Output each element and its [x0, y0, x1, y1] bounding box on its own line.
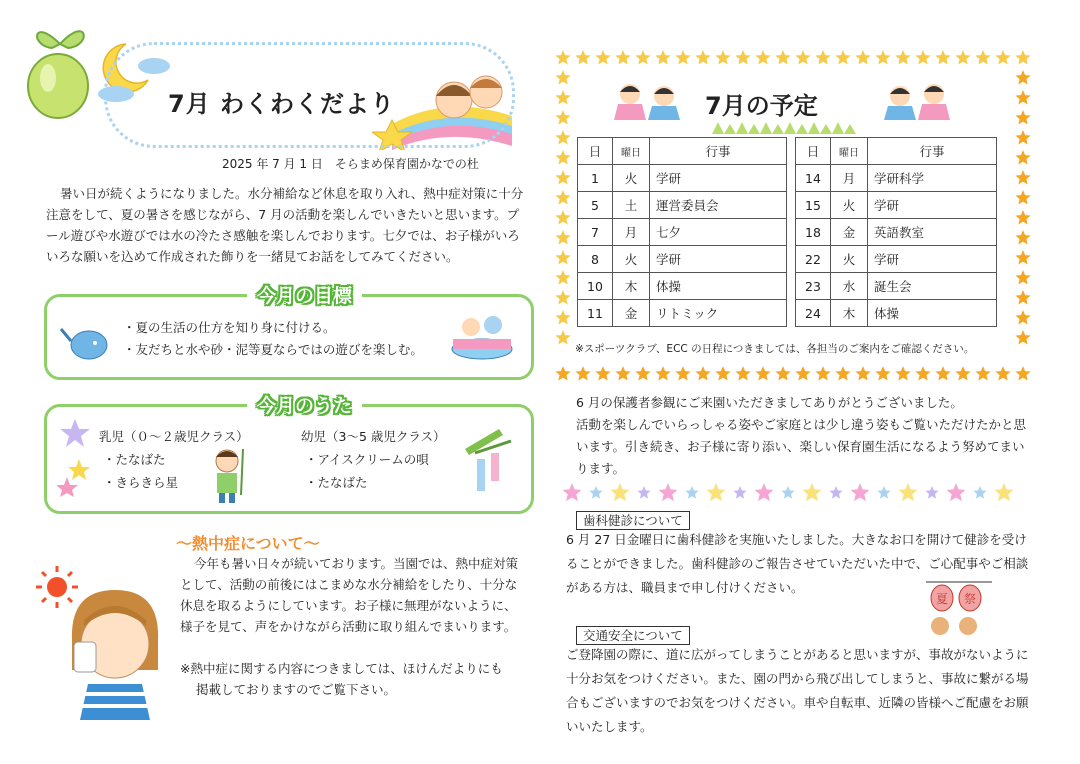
monthly-songs-title: 今月のうた	[247, 391, 362, 418]
star-icon	[935, 366, 950, 381]
star-icon	[975, 366, 990, 381]
star-icon	[555, 130, 570, 145]
heatstroke-note-line: ※熱中症に関する内容につきましては、ほけんだよりにも	[180, 661, 503, 676]
event-cell: リトミック	[650, 300, 787, 327]
table-row	[578, 219, 787, 246]
bean-sprout-illustration	[22, 6, 98, 122]
star-icon	[555, 70, 570, 85]
event-cell: 七夕	[650, 219, 787, 246]
star-icon	[555, 90, 570, 105]
col-header-weekday: 曜日	[831, 138, 868, 165]
weekday-cell: 月	[831, 165, 868, 192]
star-icon	[1015, 366, 1030, 381]
star-icon	[555, 110, 570, 125]
goal-item: ・友だちと水や砂・泥等夏ならではの遊びを楽しむ。	[123, 342, 423, 357]
star-icon	[1015, 210, 1030, 225]
table-row	[578, 192, 787, 219]
star-icon	[947, 483, 966, 501]
star-icon	[935, 50, 950, 65]
star-icon	[915, 366, 930, 381]
star-icon	[1015, 330, 1030, 345]
event-cell: 学研科学	[868, 165, 997, 192]
table-row	[796, 273, 997, 300]
star-icon	[655, 366, 670, 381]
day-cell: 1	[578, 165, 613, 192]
event-cell: 体操	[868, 300, 997, 327]
star-icon	[707, 483, 726, 501]
heatstroke-note	[180, 658, 520, 700]
star-icon	[875, 366, 890, 381]
toddler-class-label: 幼児（3～5 歳児クラス）	[301, 429, 446, 444]
star-icon	[1015, 110, 1030, 125]
event-cell: 学研	[868, 246, 997, 273]
song-item: ・アイスクリームの唄	[305, 452, 429, 467]
star-icon	[1015, 270, 1030, 285]
weekday-cell: 金	[831, 219, 868, 246]
star-icon	[973, 486, 986, 499]
dental-heading-wrap	[576, 510, 690, 529]
hot-girl-illustration	[60, 580, 170, 720]
star-icon	[611, 483, 630, 501]
table-row	[578, 246, 787, 273]
day-cell: 10	[578, 273, 613, 300]
day-cell: 23	[796, 273, 831, 300]
song-item: ・たなばた	[103, 452, 166, 467]
star-icon	[615, 366, 630, 381]
child-tanabata-illustration	[205, 445, 253, 505]
col-header-day: 日	[796, 138, 831, 165]
toddler-songs	[301, 425, 446, 494]
weekday-cell: 金	[613, 300, 650, 327]
star-icon	[715, 50, 730, 65]
weekday-cell: 水	[831, 273, 868, 300]
star-icon	[1015, 250, 1030, 265]
thanks-section	[576, 392, 1031, 480]
star-icon	[555, 230, 570, 245]
event-cell: 英語教室	[868, 219, 997, 246]
heatstroke-note-line: 掲載しておりますのでご覧下さい。	[196, 682, 397, 697]
bamboo-tanzaku-illustration	[459, 423, 519, 499]
star-icon	[1015, 130, 1030, 145]
table-row	[578, 300, 787, 327]
star-icon	[775, 50, 790, 65]
event-cell: 運営委員会	[650, 192, 787, 219]
day-cell: 15	[796, 192, 831, 219]
star-icon	[555, 150, 570, 165]
star-icon	[555, 210, 570, 225]
table-row	[796, 165, 997, 192]
song-item: ・たなばた	[305, 475, 368, 490]
star-icon	[1015, 90, 1030, 105]
event-cell: 学研	[650, 246, 787, 273]
star-icon	[685, 486, 698, 499]
star-icon	[637, 486, 650, 499]
col-header-event: 行事	[650, 138, 787, 165]
grass-decoration	[712, 120, 862, 134]
traffic-heading: 交通安全について	[576, 626, 690, 645]
star-icon	[775, 366, 790, 381]
star-icon	[555, 270, 570, 285]
star-icon	[595, 366, 610, 381]
schedule-table-right	[795, 137, 997, 327]
watering-can-icon	[59, 319, 115, 361]
table-row	[796, 219, 997, 246]
star-icon	[715, 366, 730, 381]
goals-list	[123, 317, 423, 361]
traffic-heading-wrap	[576, 625, 690, 644]
star-icon	[835, 366, 850, 381]
star-icon	[733, 486, 746, 499]
newsletter-title: 7月 わくわくだより	[168, 90, 396, 118]
star-icon	[555, 310, 570, 325]
star-icon	[795, 366, 810, 381]
table-row	[796, 300, 997, 327]
star-icon	[829, 486, 842, 499]
pool-play-illustration	[449, 307, 515, 361]
star-icon	[675, 366, 690, 381]
star-icon	[815, 366, 830, 381]
star-icon	[755, 50, 770, 65]
table-row	[796, 246, 997, 273]
star-icon	[995, 50, 1010, 65]
star-icon	[899, 483, 918, 501]
star-divider	[560, 480, 1030, 506]
star-icon	[925, 486, 938, 499]
star-icon	[635, 50, 650, 65]
star-icon	[635, 366, 650, 381]
day-cell: 5	[578, 192, 613, 219]
star-icon	[575, 366, 590, 381]
day-cell: 22	[796, 246, 831, 273]
star-icon	[589, 486, 602, 499]
tanabata-couple-left-illustration	[612, 76, 686, 122]
star-icon	[755, 483, 774, 501]
star-icon	[555, 170, 570, 185]
event-cell: 学研	[650, 165, 787, 192]
weekday-cell: 土	[613, 192, 650, 219]
star-icon	[1015, 150, 1030, 165]
weekday-cell: 月	[613, 219, 650, 246]
monthly-goals-box	[44, 285, 534, 380]
star-icon	[555, 250, 570, 265]
day-cell: 11	[578, 300, 613, 327]
star-icon	[555, 290, 570, 305]
star-icon	[895, 366, 910, 381]
day-cell: 24	[796, 300, 831, 327]
infant-class-label: 乳児（０～２歳児クラス）	[99, 429, 249, 444]
event-cell: 学研	[868, 192, 997, 219]
star-icon	[835, 50, 850, 65]
star-icon	[655, 50, 670, 65]
weekday-cell: 木	[831, 300, 868, 327]
star-icon	[1015, 50, 1030, 65]
star-icon	[555, 50, 570, 65]
star-icon	[555, 366, 570, 381]
star-icon	[851, 483, 870, 501]
star-icon	[855, 50, 870, 65]
monthly-songs-box	[44, 395, 534, 514]
star-icon	[915, 50, 930, 65]
dental-paragraph: 6 月 27 日金曜日に歯科健診を実施いたしました。大きなお口を開けて健診を受けることができました。歯科健診のご報告させていただいた中で、ご心配事やご相談がある方は、職員まで申し付けください。	[566, 532, 1029, 595]
weekday-cell: 木	[613, 273, 650, 300]
intro-paragraph: 暑い日が続くようになりました。水分補給など休息を取り入れ、熱中症対策に十分注意をして、夏の暑さを感じながら、7 月の活動を楽しんでいきたいと思います。プール遊びや水遊びでは水の冷たさ感触を楽しんでおります。七夕では、お子様がいろいろな願いを込めて作成された飾りを一緒見てお話をしてみてください。	[46, 186, 524, 264]
star-icon	[815, 50, 830, 65]
star-icon	[695, 50, 710, 65]
star-icon	[1015, 290, 1030, 305]
monthly-goals-title: 今月の目標	[247, 281, 362, 308]
heatstroke-paragraph: 今年も暑い日々が続いております。当園では、熱中症対策として、活動の前後にはこまめな水分補給をしたり、十分な休息を取るようにしています。お子様に無理がないように、様子を見て、声をかけながら活動に取り組んでまいります。	[180, 556, 519, 634]
star-icon	[735, 50, 750, 65]
star-icon	[855, 366, 870, 381]
star-icon	[675, 50, 690, 65]
day-cell: 7	[578, 219, 613, 246]
star-icon	[659, 483, 678, 501]
star-icon	[555, 190, 570, 205]
lantern-label-summer: 夏	[936, 592, 949, 606]
star-icon	[955, 50, 970, 65]
star-icon	[555, 330, 570, 345]
star-icon	[781, 486, 794, 499]
goal-item: ・夏の生活の仕方を知り身に付ける。	[123, 320, 336, 335]
star-icon	[1015, 230, 1030, 245]
star-icon	[995, 483, 1014, 501]
star-icon	[1015, 310, 1030, 325]
thanks-body: 活動を楽しんでいらっしゃる姿やご家庭とは少し違う姿もご覧いただけたかと思います。引き続き、お子様に寄り添い、楽しい保育園生活になるよう努めてまいります。	[576, 417, 1027, 476]
star-icon	[995, 366, 1010, 381]
star-icon	[1015, 70, 1030, 85]
star-icon	[803, 483, 822, 501]
star-icon	[795, 50, 810, 65]
star-icon	[1015, 170, 1030, 185]
star-icon	[735, 366, 750, 381]
star-icon	[955, 366, 970, 381]
star-icon	[615, 50, 630, 65]
weekday-cell: 火	[831, 246, 868, 273]
weekday-cell: 火	[613, 246, 650, 273]
star-icon	[895, 50, 910, 65]
star-icon	[877, 486, 890, 499]
star-icon	[755, 366, 770, 381]
tanabata-couple-right-illustration	[880, 76, 954, 122]
song-item: ・きらきら星	[103, 475, 179, 490]
lantern-label-festival: 祭	[964, 592, 977, 606]
table-row	[578, 273, 787, 300]
table-row	[578, 165, 787, 192]
dental-heading: 歯科健診について	[576, 511, 690, 530]
issue-dateline: 2025 年 7 月 1 日 そらまめ保育園かなでの杜	[222, 157, 479, 171]
weekday-cell: 火	[613, 165, 650, 192]
col-header-event: 行事	[868, 138, 997, 165]
schedule-table-left	[577, 137, 787, 327]
day-cell: 18	[796, 219, 831, 246]
star-icon	[875, 50, 890, 65]
day-cell: 8	[578, 246, 613, 273]
col-header-weekday: 曜日	[613, 138, 650, 165]
schedule-title: 7月の予定	[705, 92, 818, 120]
star-icon	[575, 50, 590, 65]
schedule-note: ※スポーツクラブ、ECC の日程につきましては、各担当のご案内をご確認ください。	[575, 343, 975, 355]
heatstroke-title: ～熱中症について～	[176, 534, 320, 553]
star-icon	[563, 483, 582, 501]
stars-decoration-icon	[57, 417, 93, 497]
star-icon	[975, 50, 990, 65]
traffic-paragraph: ご登降園の際に、道に広がってしまうことがあると思いますが、事故がないように十分お気をつけください。また、園の門から飛び出してしまうと、事故に繋がる場合もございますのでお気をつけください。車や自転車、近隣の皆様へご配慮をお願いいたします。	[566, 647, 1029, 734]
star-icon	[595, 50, 610, 65]
star-icon	[695, 366, 710, 381]
star-icon	[1015, 190, 1030, 205]
day-cell: 14	[796, 165, 831, 192]
event-cell: 体操	[650, 273, 787, 300]
event-cell: 誕生会	[868, 273, 997, 300]
thanks-line: 6 月の保護者参観にご来園いただきましてありがとうございました。	[576, 395, 963, 410]
summer-festival-illustration	[924, 576, 994, 638]
col-header-day: 日	[578, 138, 613, 165]
table-row	[796, 192, 997, 219]
weekday-cell: 火	[831, 192, 868, 219]
